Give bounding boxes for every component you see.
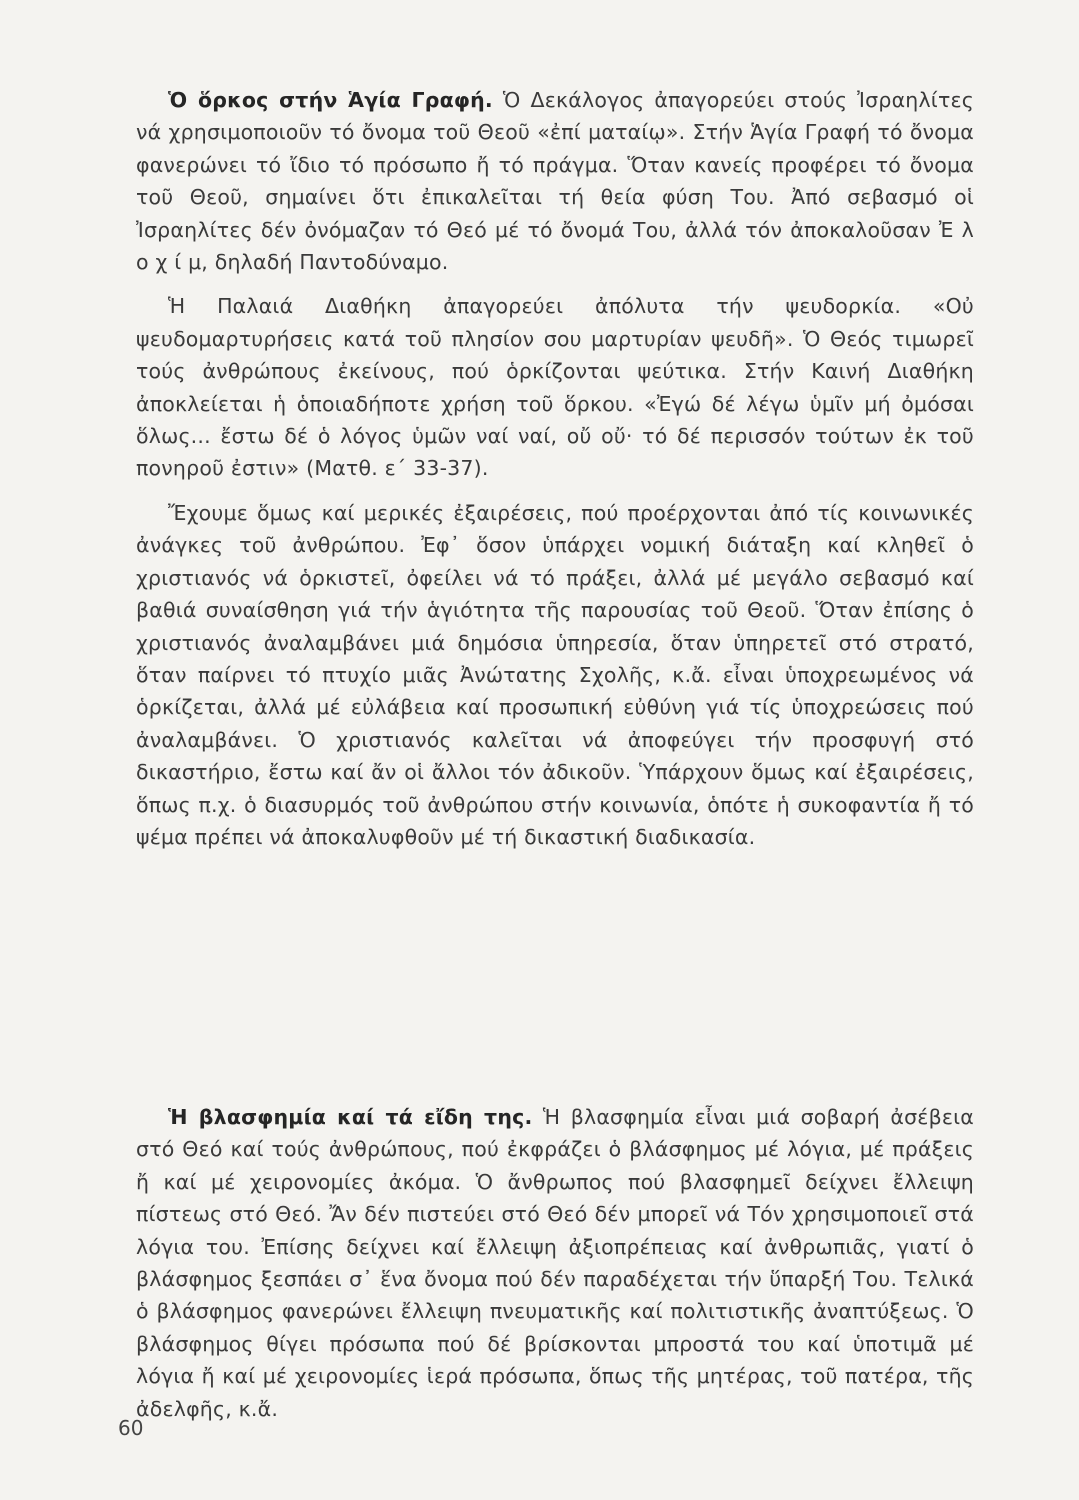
paragraph-text: Ὁ Δεκάλογος ἀπαγορεύει στούς Ἰσραηλίτες νά χρησιμοποιοῦν τό ὄνομα τοῦ Θεοῦ «ἐπί ματαίῳ». Στήν Ἁγία Γραφή τό ὄνομα φανερώνει τό ἴδιο τό πρόσωπο ἤ τό πράγμα. Ὅταν κανείς προφέρει τό ὄνομα τοῦ Θεοῦ, σημαίνει ὅτι ἐπικαλεῖται τή θεία φύση Του. Ἀπό σεβασμό οἱ Ἰσραηλίτες δέν ὀνόμαζαν τό Θεό μέ τό ὄνομά Του, ἀλλά τόν ἀποκαλοῦσαν Ἐ λ ο χ ί μ, δηλαδή Παντοδύναμο.: [136, 88, 975, 275]
paragraph-oath-intro: [136, 84, 974, 278]
paragraph-exceptions: Ἔχουμε ὅμως καί μερικές ἐξαιρέσεις, πού προέρχονται ἀπό τίς κοινωνικές ἀνάγκες τοῦ ἀνθρώπου. Ἐφ᾽ ὅσον ὑπάρχει νομική διάταξη καί κληθεῖ ὁ χριστιανός νά ὁρκιστεῖ, ὀφείλει νά τό πράξει, ἀλλά μέ μεγάλο σεβασμό καί βαθιά συναίσθηση γιά τήν ἁγιότητα τῆς παρουσίας τοῦ Θεοῦ. Ὅταν ἐπίσης ὁ χριστιανός ἀναλαμβάνει μιά δημόσια ὑπηρεσία, ὅταν ὑπηρετεῖ στό στρατό, ὅταν παίρνει τό πτυχίο μιᾶς Ἀνώτατης Σχολῆς, κ.ἄ. εἶναι ὑποχρεωμένος νά ὁρκίζεται, ἀλλά μέ εὐλάβεια καί προσωπική εὐθύνη γιά τίς ὑποχρεώσεις πού ἀναλαμβάνει. Ὁ χριστιανός καλεῖται νά ἀποφεύγει τήν προσφυγή στό δικαστήριο, ἔστω καί ἄν οἱ ἄλλοι τόν ἀδικοῦν. Ὑπάρχουν ὅμως καί ἐξαιρέσεις, ὅπως π.χ. ὁ διασυρμός τοῦ ἀνθρώπου στήν κοινωνία, ὁπότε ἡ συκοφαντία ἤ τό ψέμα πρέπει νά ἀποκαλυφθοῦν μέ τή δικαστική διαδικασία.: [136, 500, 974, 849]
page-number: 60: [118, 1416, 144, 1440]
paragraph-old-testament: Ἡ Παλαιά Διαθήκη ἀπαγορεύει ἀπόλυτα τήν ψευδορκία. «Οὐ ψευδομαρτυρήσεις κατά τοῦ πλησίον σου μαρτυρίαν ψευδῆ». Ὁ Θεός τιμωρεῖ τούς ἀνθρώπους ἐκείνους, πού ὁρκίζονται ψεύτικα. Στήν Καινή Διαθήκη ἀποκλείεται ἡ ὁποιαδήποτε χρήση τοῦ ὅρκου. «Ἐγώ δέ λέγω ὑμῖν μή ὀμόσαι ὅλως... ἔστω δέ ὁ λόγος ὑμῶν ναί ναί, οὔ οὔ· τό δέ περισσόν τούτων ἐκ τοῦ πονηροῦ ἐστιν» (Ματθ. ε΄ 33-37).: [136, 294, 974, 481]
section-heading-blasphemy: Ἡ βλασφημία καί τά εἴδη της.: [168, 1105, 533, 1129]
paragraph-text: Ἡ βλασφημία εἶναι μιά σοβαρή ἀσέβεια στό Θεό καί τούς ἀνθρώπους, πού ἐκφράζει ὁ βλάσφημος μέ λόγια, μέ πράξεις ἤ καί μέ χειρονομίες ἀκόμα. Ὁ ἄνθρωπος πού βλασφημεῖ δείχνει ἔλλειψη πίστεως στό Θεό. Ἄν δέν πιστεύει στό Θεό δέν μπορεῖ νά Τόν χρησιμοποιεῖ στά λόγια του. Ἐπίσης δείχνει καί ἔλλειψη ἀξιοπρέπειας καί ἀνθρωπιᾶς, γιατί ὁ βλάσφημος ξεσπάει σ᾽ ἕνα ὄνομα πού δέν παραδέχεται τήν ὕπαρξή Του. Τελικά ὁ βλάσφημος φανερώνει ἔλλειψη πνευματικῆς καί πολιτιστικῆς ἀναπτύξεως. Ὁ βλάσφημος θίγει πρόσωπα πού δέ βρίσκονται μπροστά του καί ὑποτιμᾶ μέ λόγια ἤ καί μέ χειρονομίες ἱερά πρόσωπα, ὅπως τῆς μητέρας, τοῦ πατέρα, τῆς ἀδελφῆς, κ.ἄ.: [136, 1105, 975, 1421]
paragraph-blasphemy: [136, 1101, 974, 1425]
section-heading-oath: Ὁ ὅρκος στήν Ἁγία Γραφή.: [168, 88, 493, 112]
section-blasphemy: [136, 1101, 974, 1425]
section-oath: [136, 84, 974, 853]
